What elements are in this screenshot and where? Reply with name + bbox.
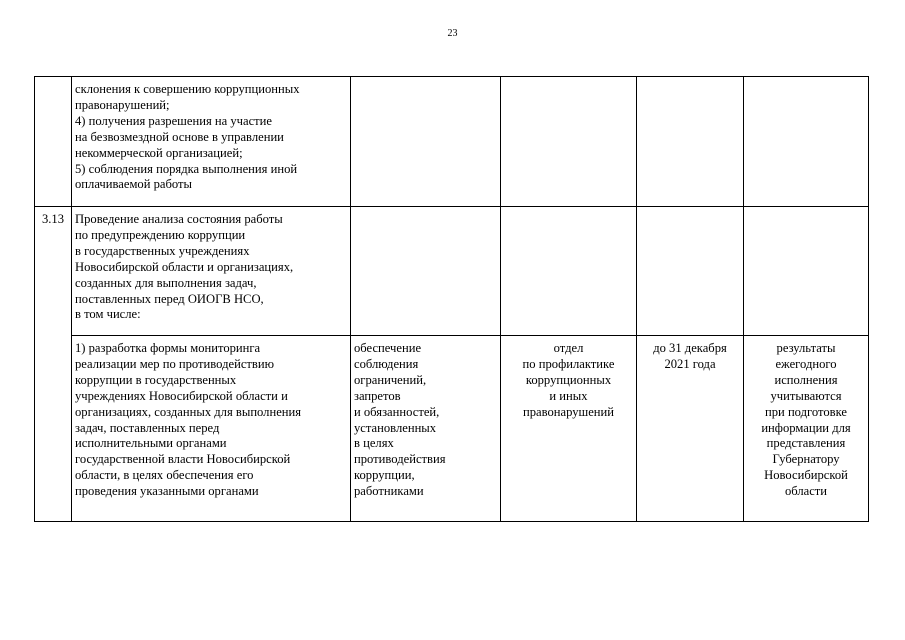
text-line: склонения к совершению коррупционных [75, 82, 300, 96]
text-line: исполнения [774, 372, 838, 387]
text-line: в целях [354, 436, 394, 451]
text-line: правонарушений [522, 404, 615, 419]
text-line: области, в целях обеспечения его [75, 468, 254, 483]
row-number-cell [35, 207, 72, 522]
text-line: учреждениях Новосибирской области и [75, 388, 288, 403]
text-line: на безвозмездной основе в управлении [75, 129, 284, 144]
text-line: созданных для выполнения задач, [75, 275, 257, 290]
text-line: обеспечение [354, 341, 422, 355]
table-row-3-13 [35, 207, 869, 336]
text-line: установленных [354, 420, 437, 435]
text-line: учитываются [770, 388, 842, 403]
text-line: в том числе: [75, 307, 141, 322]
deadline-cell [637, 336, 744, 522]
text-line: запретов [354, 388, 401, 403]
table-row-3-13-item-1 [35, 336, 869, 522]
text-line: и иных [549, 388, 588, 403]
text-line: по профилактике [522, 356, 615, 371]
text-line: Проведение анализа состояния работы [75, 212, 283, 226]
page-number: 23 [447, 28, 458, 39]
text-line: государственной власти Новосибирской [75, 452, 291, 467]
text-line: организациях, созданных для выполнения [75, 404, 302, 419]
plan-table [34, 76, 869, 522]
text-line: Новосибирской области и организациях, [75, 259, 294, 274]
deadline-cell [637, 207, 744, 336]
measure-cell [72, 207, 351, 336]
measure-cell [72, 336, 351, 522]
result-cell [744, 207, 869, 336]
goal-cell [351, 207, 501, 336]
text-line: некоммерческой организацией; [75, 145, 243, 160]
text-line: Новосибирской [764, 468, 848, 483]
text-line: по предупреждению коррупции [75, 227, 246, 242]
text-line: 1) разработка формы мониторинга [75, 341, 261, 355]
text-line: поставленных перед ОИОГВ НСО, [75, 291, 264, 306]
measure-cell [72, 77, 351, 207]
text-line: проведения указанными органами [75, 484, 259, 499]
text-line: представления [766, 436, 846, 451]
text-line: области [784, 484, 828, 499]
responsible-cell [501, 77, 637, 207]
text-line: в государственных учреждениях [75, 243, 250, 258]
text-line: информации для [761, 420, 851, 435]
goal-cell [351, 336, 501, 522]
text-line: оплачиваемой работы [75, 177, 192, 192]
text-line: отдел [553, 341, 584, 355]
row-number: 3.13 [41, 212, 65, 226]
text-line: ограничений, [354, 372, 427, 387]
text-line: при подготовке [765, 404, 847, 419]
text-line: 5) соблюдения порядка выполнения иной [75, 161, 298, 176]
result-cell [744, 336, 869, 522]
text-line: противодействия [354, 452, 446, 467]
table-row-continuation [35, 77, 869, 207]
responsible-cell [501, 207, 637, 336]
text-line: 4) получения разрешения на участие [75, 113, 273, 128]
text-line: и обязанностей, [354, 404, 440, 419]
text-line: задач, поставленных перед [75, 420, 220, 435]
result-cell [744, 77, 869, 207]
responsible-cell [501, 336, 637, 522]
text-line: соблюдения [354, 356, 419, 371]
text-line: коррупции, [354, 468, 415, 483]
text-line: правонарушений; [75, 97, 170, 112]
goal-cell [351, 77, 501, 207]
text-line: ежегодного [775, 356, 837, 371]
text-line: коррупции в государственных [75, 372, 237, 387]
deadline-cell [637, 77, 744, 207]
text-line: результаты [776, 341, 836, 355]
text-line: реализации мер по противодействию [75, 356, 275, 371]
text-line: до 31 декабря [653, 341, 727, 355]
text-line: 2021 года [664, 356, 716, 371]
text-line: исполнительными органами [75, 436, 227, 451]
row-number-cell [35, 77, 72, 207]
text-line: работниками [354, 484, 424, 499]
text-line: коррупционных [525, 372, 612, 387]
text-line: Губернатору [772, 452, 840, 467]
